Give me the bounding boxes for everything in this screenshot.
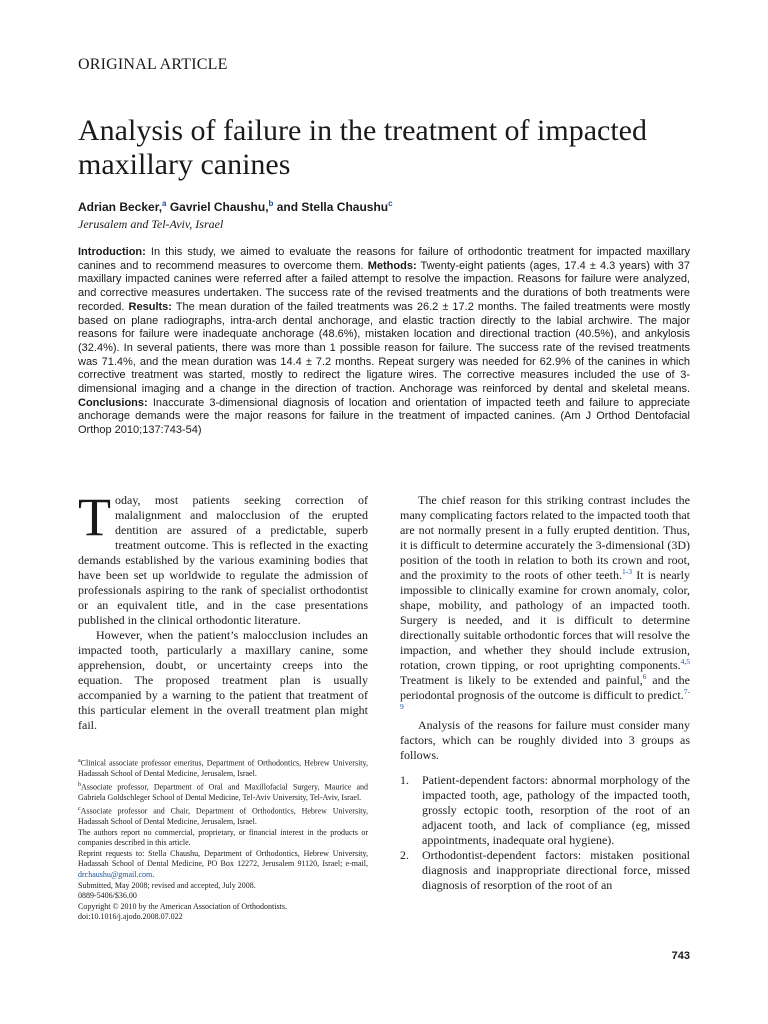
abstract-intro-label: Introduction: — [78, 246, 146, 258]
citation-link[interactable]: 1-3 — [622, 567, 633, 576]
author-name: and Stella Chaushu — [273, 200, 389, 214]
body-paragraph-text: oday, most patients seeking correction of malalignment and malocclusion of the erupted dentition are assured of a predictable, superb treatment outcome. This is reflected in the exacting demands established by the various examining bodies that have been set up worldwide to regulate the admission of professionals aspiring to the rank of specialist orthodontist or an equivalent title, and in the case presentations published in the clinical orthodontic literature. — [78, 493, 368, 627]
affiliation-marker[interactable]: c — [388, 199, 393, 208]
footnote-marker: b — [78, 781, 81, 788]
author-list — [78, 199, 393, 214]
footnote-issn: 0889-5406/$36.00 — [78, 891, 137, 901]
body-paragraph-text: It is nearly impossible to clinically examine for crown anomaly, color, shape, mobility, and pathology of an impacted tooth. Surgery is needed, and it is difficult to determine directionally suitable orthodontic forces that will resolve the impaction, and whether they should include extrusion, rotation, crown tipping, or root uprighting components. — [400, 568, 690, 672]
footnote-submitted: Submitted, May 2008; revised and accepted, July 2008. — [78, 880, 256, 890]
body-paragraph-text: Treatment is likely to be extended and painful, — [400, 673, 643, 687]
list-item-text: Patient-dependent factors: abnormal morphology of the impacted tooth, age, pathology of the impacted tooth, grossly ectopic tooth, resorption of the root of an adjacent tooth, and lack of compliance (eg, missed appointments, inadequate oral hygiene). — [422, 773, 690, 847]
footnote-text: Clinical associate professor emeritus, Department of Orthodontics, Hebrew University, Hadassah School of Dental Medicine, Jerusalem, Israel. — [78, 758, 368, 779]
citation-link[interactable]: 7-9 — [400, 687, 690, 711]
author-name: Adrian Becker, — [78, 200, 163, 214]
body-paragraph — [78, 487, 368, 628]
footnote-affiliation-a — [78, 756, 368, 780]
abstract-conclusions-text: Inaccurate 3-dimensional diagnosis of location and orientation of impacted teeth and failure to appreciate anchorage demands were the major reasons for failure in the treatment of impacted canines. (Am J Orthod Dentofacial Orthop 2010;137:743-54) — [78, 396, 690, 437]
footnote-doi: doi:10.1016/j.ajodo.2008.07.022 — [78, 912, 183, 922]
email-link[interactable]: drchaushu@gmail.com — [78, 869, 153, 879]
list-number: 1. — [400, 773, 409, 787]
body-paragraph-text: The chief reason for this striking contrast includes the many complicating factors related to the impacted tooth that are not normally present in a fully erupted dentition. Thus, it is difficult to determine accurately the 3-dimensional (3D) position of the tooth in relation to both its crown and root, and the proximity to the roots of other teeth. — [400, 493, 690, 582]
abstract-methods-label: Methods: — [367, 259, 417, 272]
footnote-marker: a — [78, 758, 81, 764]
body-paragraph: Analysis of the reasons for failure must consider many factors, which can be roughly divided into 3 groups as follows. — [400, 718, 690, 762]
footnote-text: Associate professor and Chair, Department of Orthodontics, Hebrew University, Hadassah School of Dental Medicine, Jerusalem, Israel. — [78, 806, 368, 826]
list-item-text: Orthodontist-dependent factors: mistaken positional diagnosis and inappropriate directional force, missed diagnosis of resorption of the root of an — [422, 848, 690, 892]
author-name: Gavriel Chaushu, — [166, 200, 269, 214]
footnotes — [78, 756, 368, 923]
abstract-intro-text: In this study, we aimed to evaluate the reasons for failure of orthodontic treatment for impacted maxillary canines and to recommend measures to overcome them. — [78, 246, 690, 272]
abstract-results-text: The mean duration of the failed treatments was 26.2 ± 17.2 months. The failed treatments were mostly based on plane radiographs, intra-arch dental anchorage, and elastic traction directly to the labial archwire. The major reasons for failure were inadequate anchorage (48.6%), mistaken location and directional traction (40.5%), and ankylosis (32.4%). In several patients, there was more than 1 possible reason for failure. The success rate of the revised treatments was 71.4%, and the mean duration was 14.4 ± 7.2 months. Repeat surgery was needed for 62.9% of the canines in which corrective treatment was started, mostly to redirect the ligature wires. The corrective measures included the use of 3-dimensional imaging and a change in the direction of traction. Anchorage was reinforced by dental and skeletal means. — [78, 300, 690, 396]
footnote-marker: c — [78, 805, 81, 812]
footnote-text: Reprint requests to: Stella Chaushu, Department of Orthodontics, Hebrew University, Hadassah School of Dental Medicine, PO Box 12272, Jerusalem 91120, Israel; e-mail, — [78, 848, 368, 869]
footnote-conflict: The authors report no commercial, proprietary, or financial interest in the products or companies described in this article. — [78, 827, 368, 848]
body-paragraph-text: and the periodontal prognosis of the outcome is difficult to predict. — [400, 673, 690, 702]
drop-cap: T — [78, 487, 111, 547]
numbered-list — [400, 773, 690, 893]
body-paragraph — [400, 493, 690, 718]
article-title: Analysis of failure in the treatment of impacted maxillary canines — [78, 114, 647, 181]
section-label: ORIGINAL ARTICLE — [78, 56, 228, 73]
footnote-affiliation-c — [78, 804, 368, 828]
footnote-affiliation-b — [78, 780, 368, 804]
citation-link[interactable]: 6 — [642, 672, 647, 681]
citation-link[interactable]: 4,5 — [680, 657, 690, 666]
page-number: 743 — [671, 950, 690, 962]
body-column-left — [78, 487, 368, 733]
footnote-reprint — [78, 849, 368, 881]
affiliation-marker[interactable]: a — [162, 199, 167, 208]
abstract-methods-text: Twenty-eight patients (ages, 17.4 ± 4.3 years) with 37 maxillary impacted canines were referred after a failed attempt to resolve the impaction. Reasons for failure were analyzed, and corrective measures undertaken. The success rate of the revised treatments and the durations of both treatments were recorded. — [78, 259, 690, 313]
list-number: 2. — [400, 848, 409, 862]
affiliation-marker[interactable]: b — [268, 199, 274, 208]
abstract-results-label: Results: — [128, 300, 172, 313]
body-column-right — [400, 493, 690, 893]
body-paragraph: However, when the patient’s malocclusion includes an impacted tooth, particularly a maxillary canine, some apprehension, doubt, or uncertainty creeps into the equation. The proposed treatment plan is usually accompanied by a warning to the patient that treatment of this particular element in the overall treatment plan might fail. — [78, 628, 368, 732]
footnote-copyright: Copyright © 2010 by the American Association of Orthodontists. — [78, 901, 287, 911]
abstract — [78, 246, 690, 438]
abstract-conclusions-label: Conclusions: — [78, 396, 148, 409]
footnote-text: . — [152, 869, 155, 879]
list-item — [400, 773, 690, 848]
list-item — [400, 848, 690, 893]
author-location: Jerusalem and Tel-Aviv, Israel — [78, 217, 224, 231]
footnote-text: Associate professor, Department of Oral and Maxillofacial Surgery, Maurice and Gabriela Goldschleger School of Dental Medicine, Tel-Aviv University, Tel-Aviv, Israel. — [78, 782, 368, 803]
